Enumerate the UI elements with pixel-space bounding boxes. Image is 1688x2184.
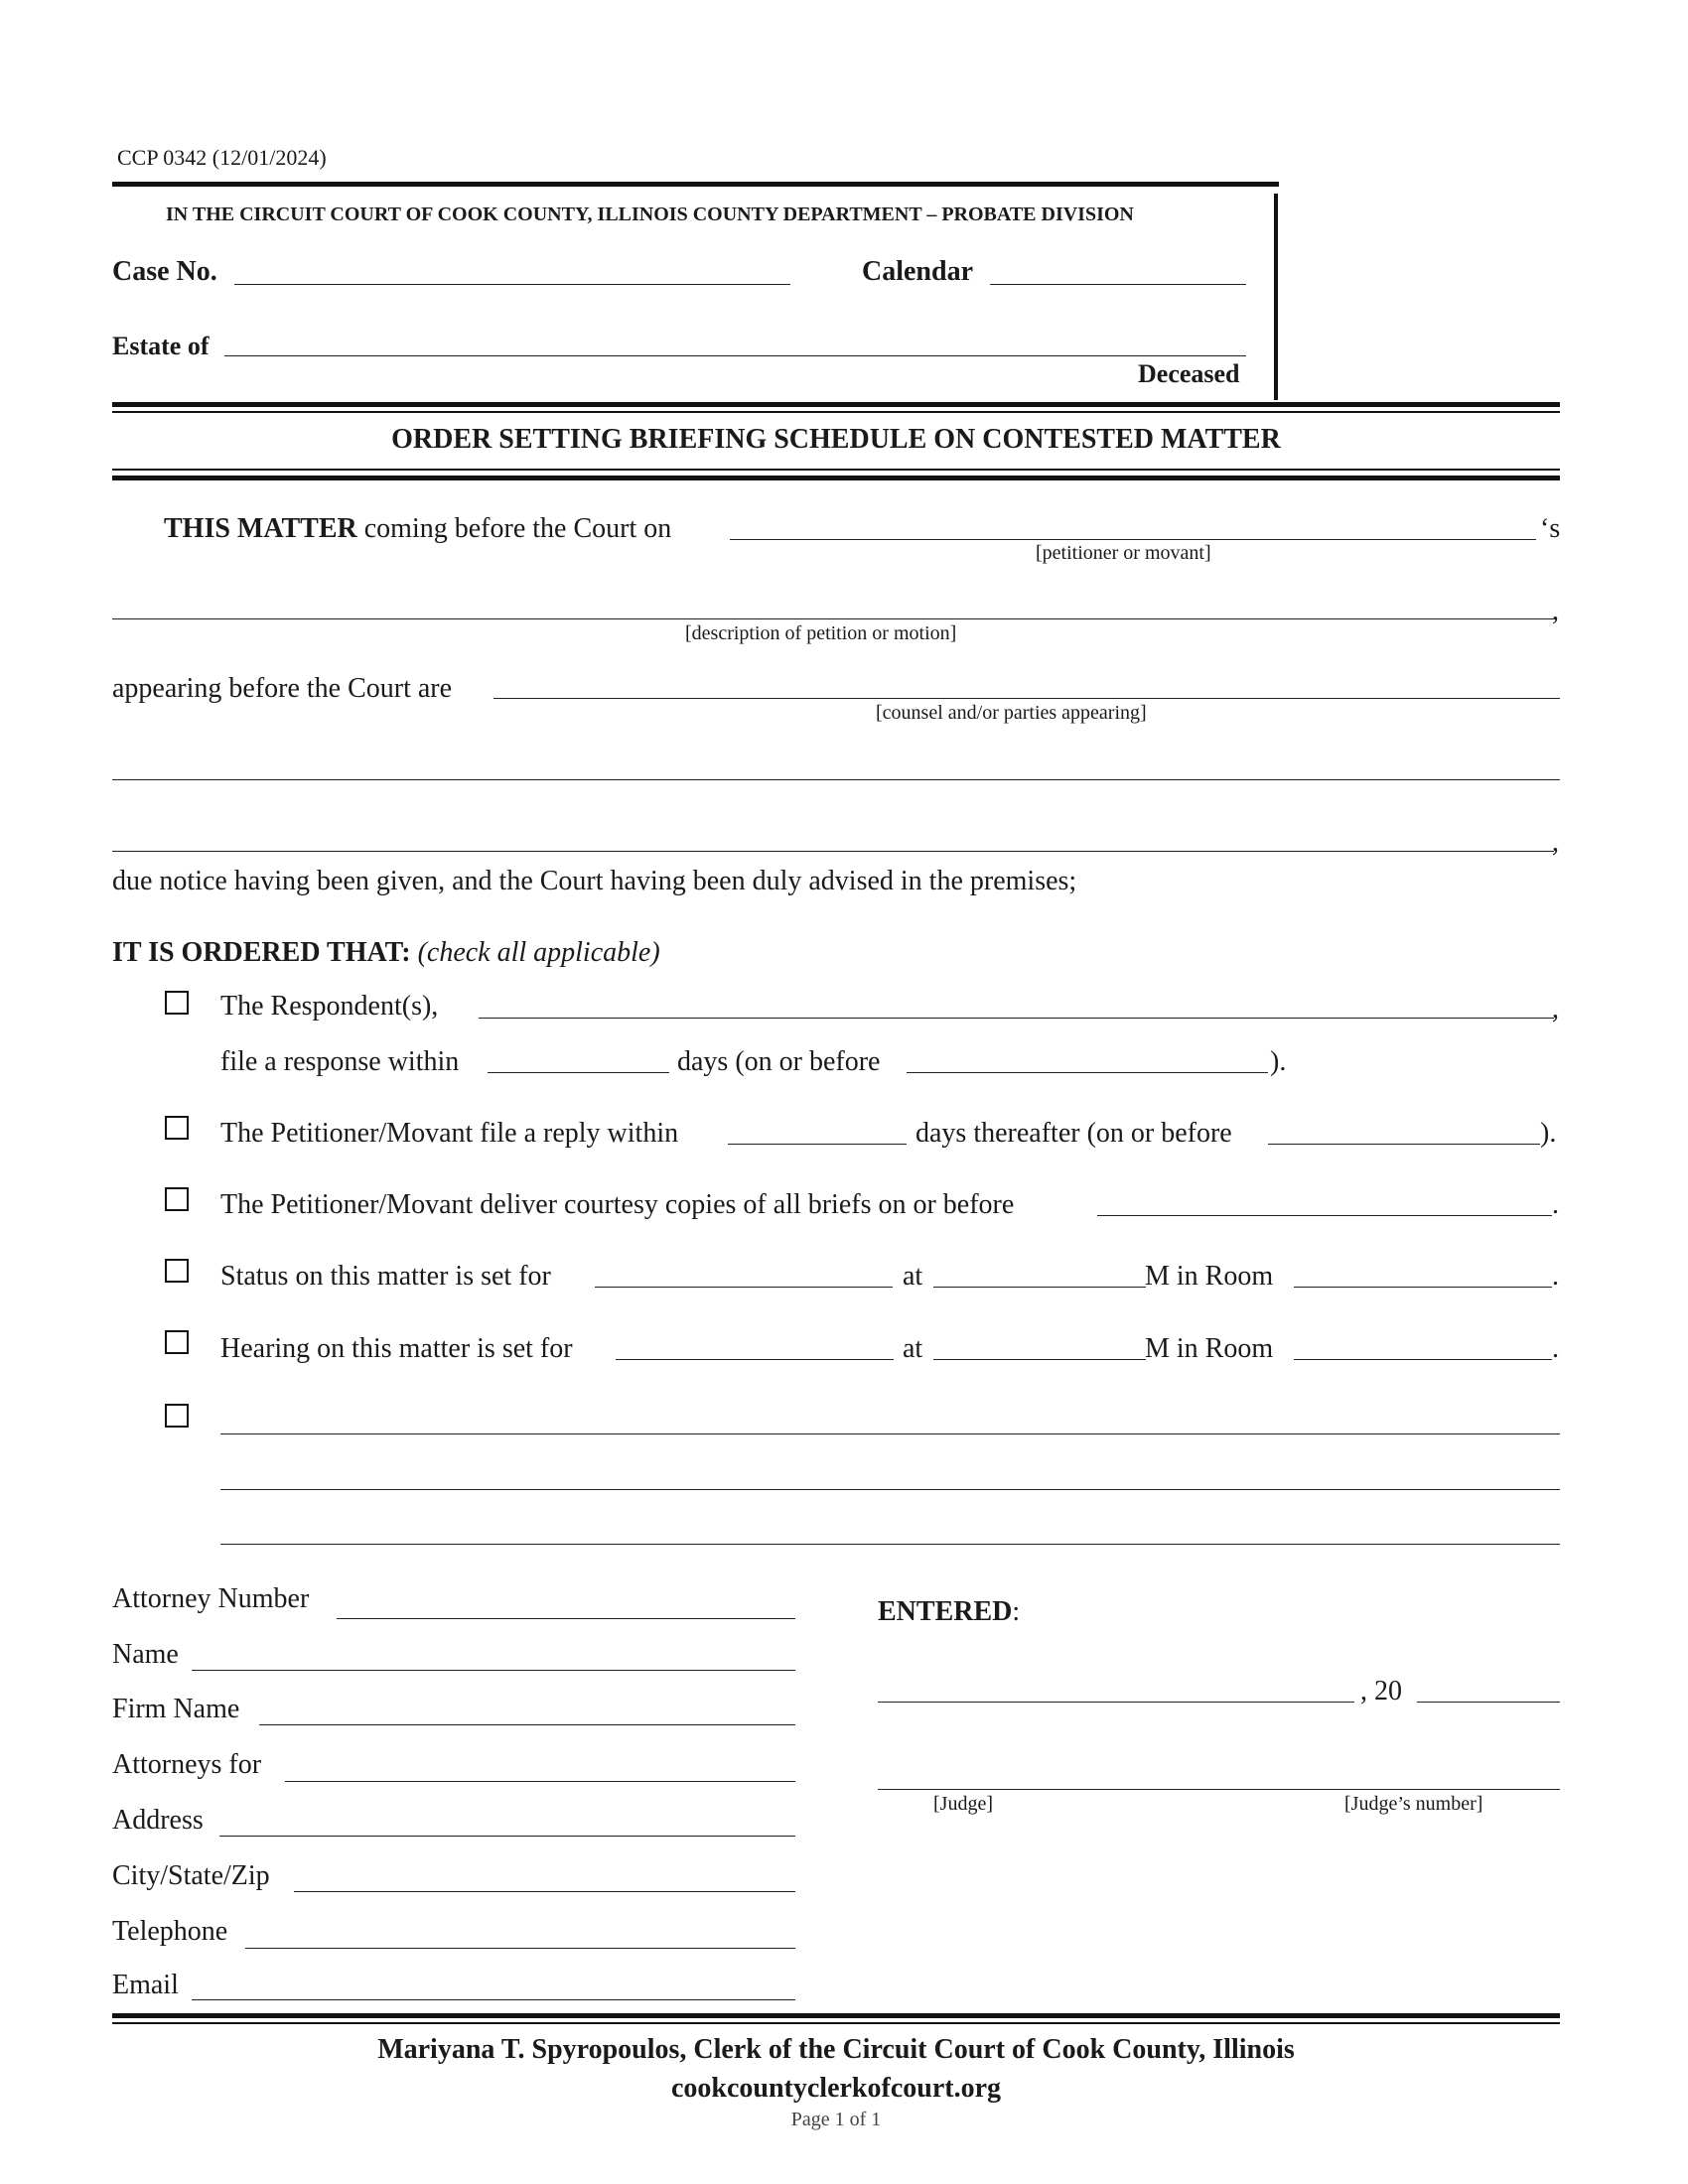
header-box-right-rule bbox=[1274, 194, 1278, 400]
hearing-label: Hearing on this matter is set for bbox=[220, 1333, 573, 1364]
footer-rule-thin bbox=[112, 2022, 1560, 2024]
hearing-room-field[interactable] bbox=[1294, 1359, 1552, 1360]
page-title: ORDER SETTING BRIEFING SCHEDULE ON CONTESTED MATTER bbox=[391, 424, 1281, 455]
reply-days-field[interactable] bbox=[728, 1144, 907, 1145]
hearing-date-field[interactable] bbox=[616, 1359, 894, 1360]
description-hint: [description of petition or motion] bbox=[685, 622, 957, 644]
ordered-heading: IT IS ORDERED THAT: bbox=[112, 937, 411, 968]
title-bottom-rule-thin bbox=[112, 469, 1560, 471]
firm-name-label: Firm Name bbox=[112, 1694, 240, 1724]
matter-lead: THIS MATTER bbox=[164, 513, 357, 544]
courtesy-label: The Petitioner/Movant deliver courtesy copies of all briefs on or before bbox=[220, 1189, 1015, 1220]
entered-year-field[interactable] bbox=[1417, 1702, 1560, 1703]
hearing-period: . bbox=[1552, 1333, 1559, 1364]
status-at-label: at bbox=[903, 1261, 923, 1292]
ordered-hint: (check all applicable) bbox=[417, 937, 660, 968]
entered-label: ENTERED bbox=[878, 1596, 1013, 1627]
entered-colon: : bbox=[1012, 1596, 1021, 1627]
hearing-at-label: at bbox=[903, 1333, 923, 1364]
status-time-field[interactable] bbox=[933, 1287, 1146, 1288]
telephone-field[interactable] bbox=[245, 1948, 795, 1949]
response-days-field[interactable] bbox=[488, 1072, 669, 1073]
court-header: IN THE CIRCUIT COURT OF COOK COUNTY, ILLINOIS COUNTY DEPARTMENT – PROBATE DIVISION bbox=[166, 204, 1134, 225]
telephone-label: Telephone bbox=[112, 1916, 228, 1947]
reply-date-field[interactable] bbox=[1268, 1144, 1540, 1145]
hearing-time-field[interactable] bbox=[933, 1359, 1146, 1360]
status-period: . bbox=[1552, 1261, 1559, 1292]
judge-hint: [Judge] bbox=[933, 1793, 993, 1815]
file-response-label: file a response within bbox=[220, 1046, 460, 1077]
hearing-m-in-room: M in Room bbox=[1145, 1333, 1274, 1364]
checkbox-other[interactable] bbox=[165, 1404, 189, 1428]
status-m-in-room: M in Room bbox=[1145, 1261, 1274, 1292]
reply-close: ). bbox=[1540, 1118, 1557, 1149]
judge-number-hint: [Judge’s number] bbox=[1344, 1793, 1483, 1815]
estate-of-field[interactable] bbox=[224, 355, 1246, 356]
due-notice-text: due notice having been given, and the Court having been duly advised in the premises; bbox=[112, 866, 1077, 896]
estate-of-label: Estate of bbox=[112, 332, 210, 360]
days-on-or-before-label: days (on or before bbox=[677, 1046, 881, 1077]
counsel-hint: [counsel and/or parties appearing] bbox=[876, 702, 1147, 724]
city-state-zip-field[interactable] bbox=[294, 1891, 795, 1892]
judge-signature-field[interactable] bbox=[878, 1789, 1560, 1790]
possessive-suffix: ‘s bbox=[1540, 513, 1561, 544]
appearing-field-1[interactable] bbox=[493, 698, 1560, 699]
entered-heading-line bbox=[878, 1596, 1020, 1628]
deceased-label: Deceased bbox=[1138, 359, 1240, 388]
title-top-rule-thick bbox=[112, 402, 1560, 407]
year-prefix: , 20 bbox=[1360, 1676, 1402, 1706]
footer-rule-thick bbox=[112, 2013, 1560, 2018]
ordered-heading-line bbox=[112, 937, 660, 969]
case-no-label: Case No. bbox=[112, 256, 217, 287]
attorney-name-label: Name bbox=[112, 1639, 179, 1670]
checkbox-courtesy-copies[interactable] bbox=[165, 1187, 189, 1211]
attorney-number-field[interactable] bbox=[337, 1618, 795, 1619]
footer-website[interactable]: cookcountyclerkofcourt.org bbox=[670, 2073, 1002, 2104]
appearing-label: appearing before the Court are bbox=[112, 673, 453, 704]
email-label: Email bbox=[112, 1970, 179, 2000]
petitioner-field[interactable] bbox=[730, 539, 1536, 540]
reply-label: The Petitioner/Movant file a reply within bbox=[220, 1118, 679, 1149]
matter-intro bbox=[164, 513, 671, 545]
courtesy-period: . bbox=[1552, 1189, 1559, 1220]
appearing-field-3[interactable] bbox=[112, 851, 1554, 852]
city-state-zip-label: City/State/Zip bbox=[112, 1860, 270, 1891]
header-box-top-rule bbox=[112, 182, 1279, 187]
title-bottom-rule-thick bbox=[112, 476, 1560, 480]
attorneys-for-field[interactable] bbox=[285, 1781, 795, 1782]
checkbox-status[interactable] bbox=[165, 1259, 189, 1283]
address-label: Address bbox=[112, 1805, 204, 1836]
status-date-field[interactable] bbox=[595, 1287, 893, 1288]
other-field-1[interactable] bbox=[220, 1433, 1560, 1434]
respondents-field[interactable] bbox=[479, 1018, 1554, 1019]
description-field[interactable] bbox=[112, 618, 1554, 619]
title-top-rule-thin bbox=[112, 411, 1560, 413]
other-field-2[interactable] bbox=[220, 1489, 1560, 1490]
footer-clerk: Mariyana T. Spyropoulos, Clerk of the Circuit Court of Cook County, Illinois bbox=[377, 2034, 1295, 2065]
description-comma: , bbox=[1552, 596, 1559, 626]
attorney-name-field[interactable] bbox=[192, 1670, 795, 1671]
appearing-comma: , bbox=[1552, 827, 1559, 858]
attorneys-for-label: Attorneys for bbox=[112, 1749, 262, 1780]
email-field[interactable] bbox=[192, 1999, 795, 2000]
address-field[interactable] bbox=[219, 1836, 795, 1837]
entered-date-field[interactable] bbox=[878, 1702, 1354, 1703]
checkbox-hearing[interactable] bbox=[165, 1330, 189, 1354]
status-room-field[interactable] bbox=[1294, 1287, 1552, 1288]
calendar-label: Calendar bbox=[862, 256, 973, 287]
days-thereafter-label: days thereafter (on or before bbox=[915, 1118, 1232, 1149]
firm-name-field[interactable] bbox=[259, 1724, 795, 1725]
checkbox-respondents[interactable] bbox=[165, 991, 189, 1015]
status-label: Status on this matter is set for bbox=[220, 1261, 551, 1292]
response-date-field[interactable] bbox=[907, 1072, 1268, 1073]
other-field-3[interactable] bbox=[220, 1544, 1560, 1545]
case-no-field[interactable] bbox=[234, 284, 790, 285]
petitioner-hint: [petitioner or movant] bbox=[1036, 542, 1211, 564]
form-id: CCP 0342 (12/01/2024) bbox=[117, 145, 327, 170]
matter-lead-rest: coming before the Court on bbox=[363, 513, 672, 544]
page-number: Page 1 of 1 bbox=[790, 2109, 882, 2130]
response-close: ). bbox=[1270, 1046, 1287, 1077]
appearing-field-2[interactable] bbox=[112, 779, 1560, 780]
checkbox-reply[interactable] bbox=[165, 1116, 189, 1140]
courtesy-date-field[interactable] bbox=[1097, 1215, 1552, 1216]
calendar-field[interactable] bbox=[990, 284, 1246, 285]
respondents-label: The Respondent(s), bbox=[220, 991, 439, 1022]
respondents-comma: , bbox=[1552, 994, 1559, 1024]
attorney-number-label: Attorney Number bbox=[112, 1583, 310, 1614]
